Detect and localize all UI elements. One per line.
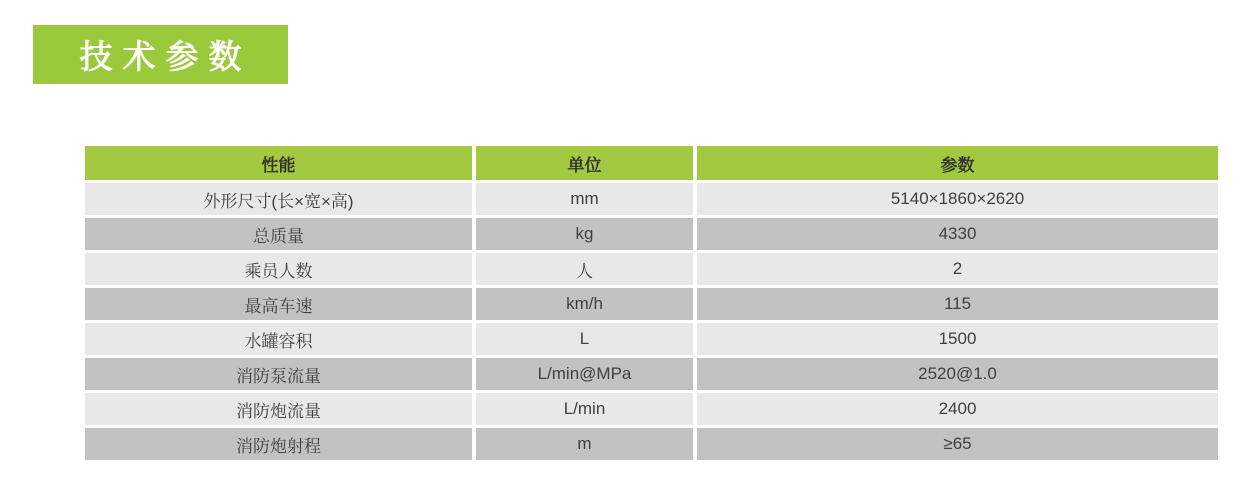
row-value: 1500 bbox=[697, 323, 1218, 355]
row-unit: L bbox=[476, 323, 693, 355]
row-performance: 总质量 bbox=[85, 218, 472, 250]
specs-table-body bbox=[85, 183, 1218, 460]
row-value: 115 bbox=[697, 288, 1218, 320]
row-value: 4330 bbox=[697, 218, 1218, 250]
col-header-performance: 性能 bbox=[85, 146, 472, 180]
row-value: 2400 bbox=[697, 393, 1218, 425]
row-performance: 水罐容积 bbox=[85, 323, 472, 355]
section-title: 技术参数 bbox=[79, 38, 252, 75]
table-row bbox=[85, 218, 1218, 250]
specs-table bbox=[81, 143, 1222, 463]
table-row bbox=[85, 288, 1218, 320]
col-header-parameter: 参数 bbox=[697, 146, 1218, 180]
col-header-unit: 单位 bbox=[476, 146, 693, 180]
row-unit: L/min@MPa bbox=[476, 358, 693, 390]
row-unit: km/h bbox=[476, 288, 693, 320]
row-unit: L/min bbox=[476, 393, 693, 425]
row-value: 5140×1860×2620 bbox=[697, 183, 1218, 215]
table-row bbox=[85, 428, 1218, 460]
table-row bbox=[85, 323, 1218, 355]
row-unit: mm bbox=[476, 183, 693, 215]
row-value: ≥65 bbox=[697, 428, 1218, 460]
row-performance: 消防泵流量 bbox=[85, 358, 472, 390]
row-performance: 最高车速 bbox=[85, 288, 472, 320]
row-performance: 外形尺寸(长×宽×高) bbox=[85, 183, 472, 215]
table-row bbox=[85, 393, 1218, 425]
row-performance: 乘员人数 bbox=[85, 253, 472, 285]
row-unit: kg bbox=[476, 218, 693, 250]
table-row bbox=[85, 183, 1218, 215]
section-title-badge bbox=[33, 25, 288, 84]
row-value: 2520@1.0 bbox=[697, 358, 1218, 390]
table-row bbox=[85, 358, 1218, 390]
row-unit: m bbox=[476, 428, 693, 460]
row-value: 2 bbox=[697, 253, 1218, 285]
table-row bbox=[85, 253, 1218, 285]
header-row bbox=[85, 146, 1218, 180]
row-performance: 消防炮射程 bbox=[85, 428, 472, 460]
row-unit: 人 bbox=[476, 253, 693, 285]
row-performance: 消防炮流量 bbox=[85, 393, 472, 425]
